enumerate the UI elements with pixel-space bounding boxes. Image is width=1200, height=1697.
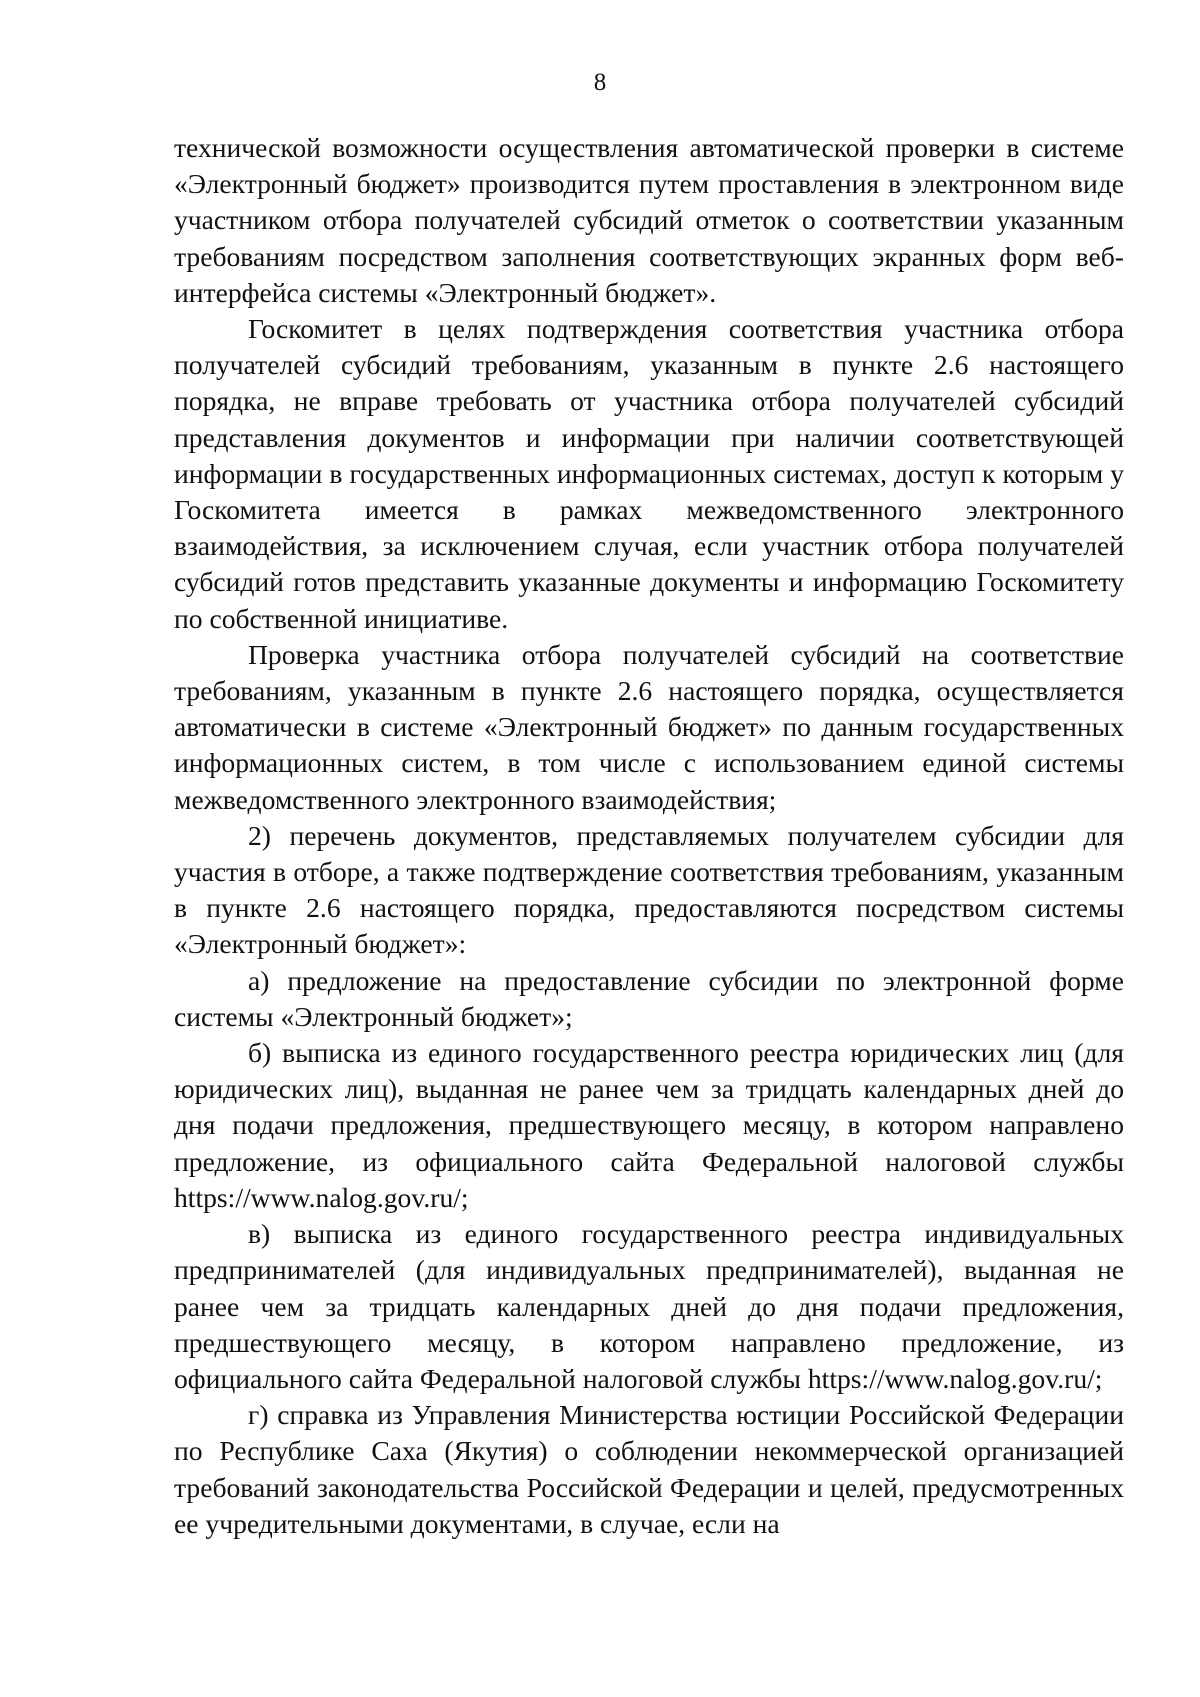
- paragraph-item-2-document-list: 2) перечень документов, представляемых получателем субсидии для участия в отборе, а также подтверждение соответствия требованиям, указанным в пункте 2.6 настоящего порядка, предоставляются посредством системы «Электронный бюджет»:: [174, 819, 1124, 960]
- paragraph-automatic-check: Проверка участника отбора получателей субсидий на соответствие требованиям, указанным в пункте 2.6 настоящего порядка, осуществляется автоматически в системе «Электронный бюджет» по данным государственных информационных систем, в том числе с использованием единой системы межведомственного электронного взаимодействия;: [174, 638, 1124, 815]
- paragraph-goskomitet-verification: Госкомитет в целях подтверждения соответствия участника отбора получателей субсидий требованиям, указанным в пункте 2.6 настоящего порядка, не вправе требовать от участника отбора получателей субсидий представления документов и информации при наличии соответствующей информации в государственных информационных системах, доступ к которым у Госкомитета имеется в рамках межведомственного электронного взаимодействия, за исключением случая, если участник отбора получателей субсидий готов представить указанные документы и информацию Госкомитету по собственной инициативе.: [174, 313, 1124, 634]
- paragraph-subitem-v: в) выписка из единого государственного реестра индивидуальных предпринимателей (для индивидуальных предпринимателей), выданная не ранее чем за тридцать календарных дней до дня подачи предложения, предшествующего месяцу, в котором направлено предложение, из официального сайта Федеральной налоговой службы https://www.nalog.gov.ru/;: [174, 1218, 1124, 1394]
- paragraph-subitem-g: г) справка из Управления Министерства юстиции Российской Федерации по Республике Саха (Якутия) о соблюдении некоммерческой организацией требований законодательства Российской Федерации и целей, предусмотренных ее учредительными документами, в случае, если на: [174, 1399, 1124, 1539]
- paragraph-subitem-b: б) выписка из единого государственного реестра юридических лиц (для юридических лиц), выданная не ранее чем за тридцать календарных дней до дня подачи предложения, предшествующего месяцу, в котором направлено предложение, из официального сайта Федеральной налоговой службы https://www.nalog.gov.ru/;: [174, 1037, 1124, 1213]
- body-text: [174, 130, 1124, 1542]
- paragraph-subitem-a: а) предложение на предоставление субсидии по электронной форме системы «Электронный бюджет»;: [174, 964, 1124, 1032]
- page-number: 8: [593, 69, 607, 96]
- paragraph-continuation: технической возможности осуществления автоматической проверки в системе «Электронный бюджет» производится путем проставления в электронном виде участником отбора получателей субсидий отметок о соответствии указанным требованиям посредством заполнения соответствующих экранных форм веб-интерфейса системы «Электронный бюджет».: [174, 132, 1124, 308]
